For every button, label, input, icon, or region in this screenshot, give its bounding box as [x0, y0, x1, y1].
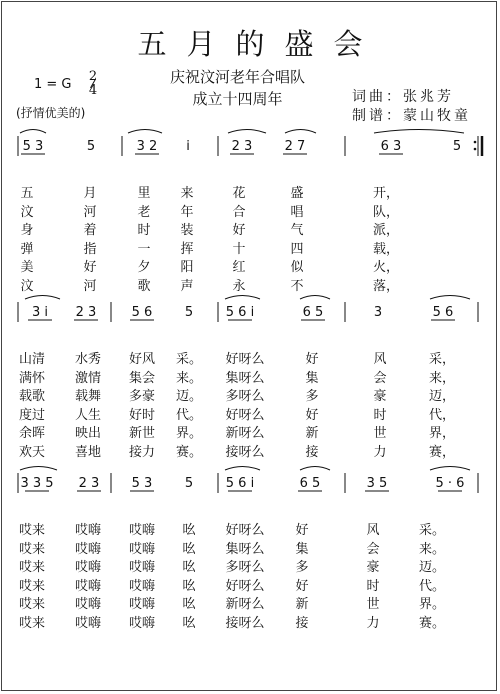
lyric-word: 似: [290, 260, 304, 275]
lyric-word: 迈。: [418, 560, 446, 575]
slur-mark: [228, 130, 266, 134]
lyric-word: 哎嗨: [128, 523, 156, 538]
notation-note: 2 3: [231, 139, 253, 154]
slur-mark: [25, 296, 60, 300]
lyric-word: 永: [232, 278, 246, 294]
notation-note: 3 i: [31, 305, 49, 320]
lyric-word: 队，: [372, 204, 400, 220]
lyric-word: 接: [305, 444, 319, 460]
lyric-word: 气: [290, 223, 304, 238]
lyric-line: [0, 519, 500, 538]
lyric-word: 力: [373, 444, 387, 460]
lyric-word: 阳: [180, 260, 194, 275]
lyric-word: 新呀么: [225, 426, 265, 441]
notation-note: 2 3: [75, 305, 97, 320]
lyric-word: 接力: [128, 444, 156, 460]
lyric-word: 时: [373, 407, 387, 423]
lyric-word: 风: [373, 352, 387, 367]
lyric-word: 哎来: [18, 615, 46, 631]
lyric-line: [0, 538, 500, 557]
slur-mark: [374, 130, 464, 134]
credit-label-score: 制谱：: [352, 108, 403, 124]
notation-note: 5: [86, 139, 96, 154]
lyric-word: 映出: [74, 426, 102, 441]
lyric-line: [0, 404, 500, 423]
lyric-line: [0, 238, 500, 257]
lyric-word: 夕: [137, 260, 151, 275]
lyric-word: 好: [305, 407, 319, 423]
notation-note: 2 3: [78, 476, 100, 491]
lyric-word: 着: [83, 223, 97, 238]
lyric-line: [0, 593, 500, 612]
lyric-word: 哎来: [18, 523, 46, 538]
lyric-line: [0, 556, 500, 575]
time-signature-bottom: 4: [88, 83, 98, 98]
lyric-word: 接呀么: [225, 444, 265, 460]
notation-note: 2 7: [284, 139, 306, 154]
lyric-word: 好呀么: [225, 578, 265, 594]
lyric-word: 挥: [180, 241, 194, 257]
lyric-word: 落，: [372, 278, 400, 294]
lyric-word: 余晖: [18, 426, 46, 441]
lyric-word: 接呀么: [225, 615, 265, 631]
lyric-word: 哎嗨: [74, 560, 102, 575]
lyric-word: 满怀: [18, 370, 46, 386]
lyric-line: [0, 348, 500, 367]
lyric-word: 度过: [18, 407, 46, 423]
lyric-word: 好呀么: [225, 407, 265, 423]
lyric-word: 好: [232, 223, 246, 238]
time-signature-top: 2: [88, 69, 98, 84]
lyric-word: 月: [83, 186, 97, 201]
lyric-word: 多呀么: [225, 560, 265, 575]
lyric-word: 水秀: [74, 352, 102, 367]
notation-note: 5: [184, 476, 194, 491]
lyric-word: 采。: [418, 523, 446, 538]
slur-mark: [225, 467, 260, 471]
lyric-word: 吆: [182, 541, 196, 557]
lyric-word: 好: [83, 260, 97, 275]
lyric-word: 新呀么: [225, 597, 265, 612]
lyric-word: 欢天: [18, 444, 46, 460]
notation-note: 3: [373, 305, 383, 320]
lyric-word: 美: [20, 260, 34, 275]
lyric-word: 吆: [182, 597, 196, 612]
lyric-word: 哎嗨: [74, 541, 102, 557]
lyric-word: 赛。: [418, 615, 446, 631]
lyric-word: 五: [20, 186, 34, 201]
lyric-word: 好时: [128, 407, 156, 423]
lyric-word: 歌: [137, 278, 151, 294]
lyric-word: 指: [83, 241, 97, 257]
notation-note: 3 3 5: [20, 476, 54, 491]
lyric-word: 力: [366, 615, 380, 631]
lyric-word: 多豪: [128, 389, 156, 404]
slur-mark: [430, 467, 470, 471]
notation-note: 6 5: [302, 305, 324, 320]
lyric-word: 开，: [372, 186, 400, 201]
lyric-word: 集: [305, 370, 319, 386]
lyric-word: 哎嗨: [128, 560, 156, 575]
lyric-word: 哎来: [18, 597, 46, 612]
lyric-word: 哎嗨: [74, 523, 102, 538]
lyric-word: 哎嗨: [128, 541, 156, 557]
lyric-word: 好: [295, 523, 309, 538]
lyric-word: 派，: [372, 223, 400, 238]
lyric-line: [0, 219, 500, 238]
lyric-word: 喜地: [74, 444, 102, 460]
lyric-word: 吆: [182, 578, 196, 594]
lyric-word: 风: [366, 523, 380, 538]
lyric-word: 界。: [175, 426, 203, 441]
lyric-word: 时: [137, 223, 151, 238]
lyric-word: 会: [373, 370, 387, 386]
notation-note: 5: [184, 305, 194, 320]
lyric-word: 一: [137, 241, 151, 257]
lyric-word: 哎来: [18, 541, 46, 557]
lyric-word: 集: [295, 541, 309, 557]
lyric-word: 来: [180, 186, 194, 201]
lyric-line: [0, 575, 500, 594]
lyric-word: 身: [20, 223, 34, 238]
lyric-word: 接: [295, 615, 309, 631]
lyric-word: 十: [232, 241, 246, 257]
lyric-word: 新: [295, 597, 309, 612]
lyric-word: 界。: [418, 597, 446, 612]
dedication-line-2: 成立十四周年: [192, 90, 283, 108]
lyric-line: [0, 275, 500, 294]
slur-mark: [430, 296, 470, 300]
lyric-word: 好: [295, 578, 309, 594]
credit-label-lyrics: 词曲：: [352, 89, 403, 105]
lyric-word: 载歌: [18, 389, 46, 404]
lyric-word: 集呀么: [225, 370, 265, 386]
lyric-word: 新世: [128, 426, 156, 441]
lyric-word: 代。: [418, 578, 446, 594]
lyric-word: 多呀么: [225, 389, 265, 404]
lyric-line: [0, 201, 500, 220]
lyric-word: 界，: [428, 426, 456, 441]
lyric-word: 吆: [182, 523, 196, 538]
lyric-word: 时: [366, 578, 380, 594]
slur-mark: [20, 130, 46, 134]
lyric-line: [0, 422, 500, 441]
lyric-word: 来，: [428, 370, 456, 386]
lyric-line: [0, 612, 500, 631]
lyric-line: [0, 385, 500, 404]
lyric-word: 装: [180, 223, 194, 238]
lyric-word: 合: [232, 204, 246, 220]
lyric-word: 好呀么: [225, 523, 265, 538]
slur-mark: [285, 130, 316, 134]
lyric-word: 哎来: [18, 578, 46, 594]
lyric-word: 多: [295, 560, 309, 575]
lyric-word: 声: [180, 278, 194, 294]
lyric-word: 采，: [428, 352, 456, 367]
dedication-line-1: 庆祝汶河老年合唱队: [170, 68, 306, 86]
lyric-word: 哎嗨: [128, 597, 156, 612]
lyric-word: 四: [290, 241, 304, 257]
lyric-line: [0, 182, 500, 201]
lyric-word: 迈，: [428, 389, 456, 404]
repeat-dot: [474, 141, 477, 144]
notation-note: i: [186, 139, 190, 154]
lyric-word: 好: [305, 352, 319, 367]
lyric-word: 赛。: [175, 444, 203, 460]
slur-mark: [225, 296, 260, 300]
lyric-word: 花: [232, 186, 246, 201]
lyric-word: 老: [137, 204, 151, 220]
lyric-word: 哎嗨: [74, 615, 102, 631]
lyric-word: 唱: [290, 204, 304, 220]
lyric-word: 河: [83, 278, 97, 294]
slur-mark: [300, 296, 330, 300]
lyric-word: 盛: [290, 186, 304, 201]
notation-note: 5 6 i: [225, 476, 255, 491]
lyric-word: 迈。: [175, 389, 203, 404]
lyric-word: 哎嗨: [128, 578, 156, 594]
credit-value-score: 蒙山牧童: [403, 108, 471, 124]
slur-mark: [300, 467, 330, 471]
lyric-word: 来。: [175, 370, 203, 386]
notation-note: 5 6: [131, 305, 153, 320]
notation-note: 3 5: [366, 476, 388, 491]
lyric-word: 多: [305, 389, 319, 404]
lyric-word: 不: [290, 278, 304, 294]
lyric-word: 河: [83, 204, 97, 220]
lyric-line: [0, 441, 500, 460]
tempo-marking: (抒情优美的): [16, 106, 86, 120]
lyric-word: 吆: [182, 560, 196, 575]
lyric-word: 哎嗨: [128, 615, 156, 631]
lyric-word: 豪: [373, 389, 387, 404]
lyric-word: 汶: [20, 204, 34, 220]
lyric-word: 红: [232, 260, 246, 275]
lyric-word: 会: [366, 541, 380, 557]
notation-note: 6 5: [299, 476, 321, 491]
credit-value-lyrics: 张兆芳: [403, 89, 454, 105]
lyric-word: 采。: [175, 352, 203, 367]
notation-note: 5 6 i: [225, 305, 255, 320]
notation-note: 5 · 6: [435, 476, 465, 491]
lyric-line: [0, 367, 500, 386]
lyric-word: 汶: [20, 278, 34, 294]
notation-note: 5 6: [432, 305, 454, 320]
lyric-word: 代，: [428, 407, 456, 423]
slur-mark: [20, 467, 57, 471]
lyric-word: 新: [305, 426, 319, 441]
lyric-word: 弹: [20, 241, 34, 257]
lyric-word: 世: [373, 426, 387, 441]
lyric-word: 吆: [182, 615, 196, 631]
lyric-line: [0, 256, 500, 275]
lyric-word: 里: [137, 186, 151, 201]
key-signature: 1 = G: [34, 77, 72, 92]
lyric-word: 来。: [418, 541, 446, 557]
lyric-word: 赛，: [428, 444, 456, 460]
notation-note: 3 2: [136, 139, 158, 154]
lyric-word: 哎嗨: [74, 578, 102, 594]
lyric-word: 好呀么: [225, 352, 265, 367]
notation-note: 6 3: [380, 139, 402, 154]
lyric-word: 火，: [372, 260, 400, 275]
lyric-word: 集会: [128, 370, 156, 386]
lyric-word: 好风: [128, 352, 156, 367]
repeat-dot: [474, 148, 477, 151]
lyric-word: 集呀么: [225, 541, 265, 557]
lyric-word: 载舞: [74, 389, 102, 404]
lyric-word: 年: [180, 204, 194, 220]
slur-mark: [128, 130, 162, 134]
lyric-word: 哎来: [18, 560, 46, 575]
notation-note: 5 3: [131, 476, 153, 491]
lyric-word: 载，: [372, 241, 400, 257]
lyric-word: 激情: [74, 370, 102, 386]
notation-note: 5 3: [22, 139, 44, 154]
lyric-word: 哎嗨: [74, 597, 102, 612]
lyric-word: 豪: [366, 560, 380, 575]
lyric-word: 世: [366, 597, 380, 612]
song-title: 五月的盛会: [137, 27, 383, 61]
lyric-word: 代。: [175, 407, 203, 423]
notation-note: 5: [452, 139, 462, 154]
lyric-word: 山清: [18, 352, 46, 367]
lyric-word: 人生: [74, 407, 102, 423]
